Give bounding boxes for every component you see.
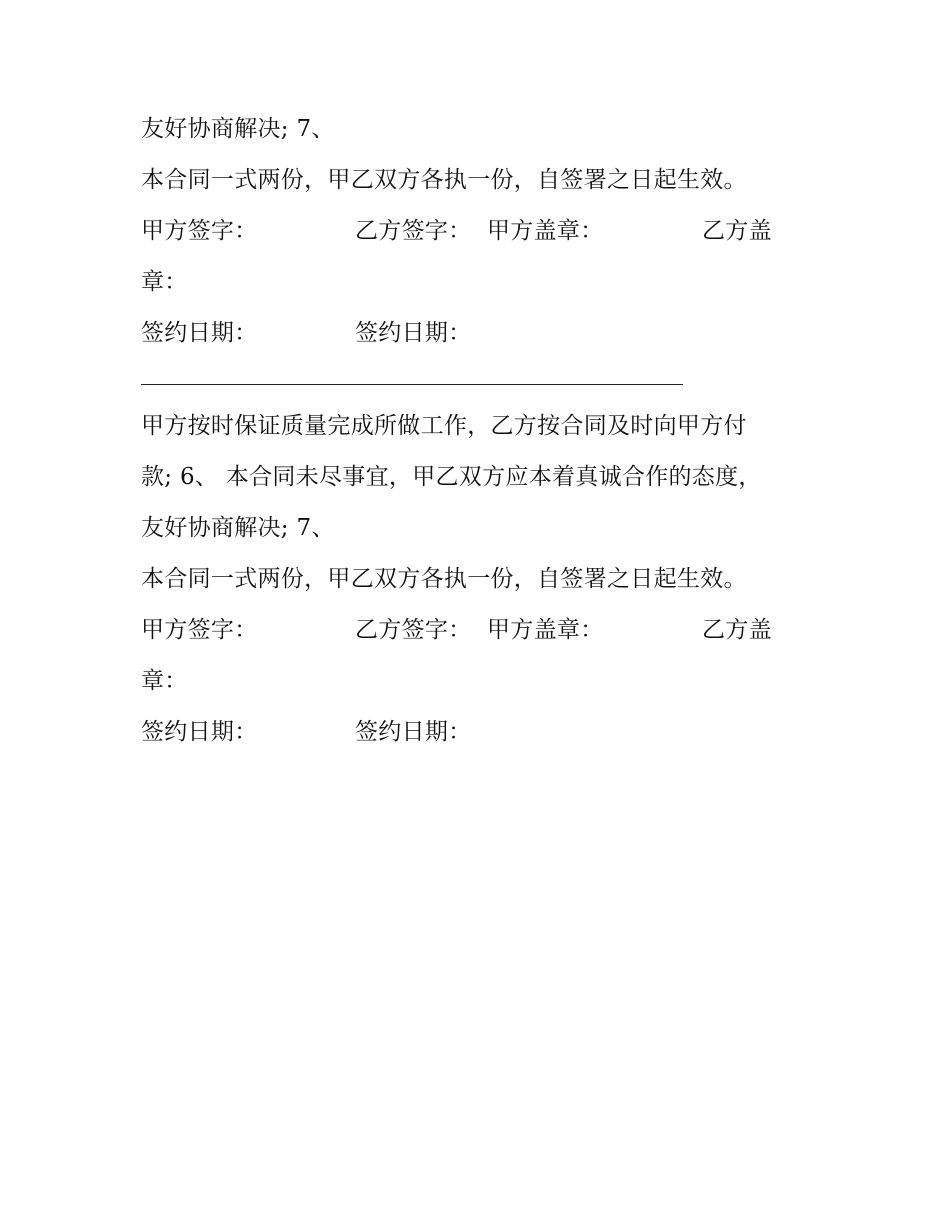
party-b-seal-label: 乙方盖 bbox=[702, 218, 772, 244]
party-b-seal-label-continued: 章： bbox=[141, 668, 188, 694]
date-row bbox=[141, 717, 541, 747]
party-a-date-label: 签约日期： bbox=[141, 719, 258, 745]
signature-row bbox=[141, 615, 781, 645]
paragraph-resolve: 友好协商解决; 7、 bbox=[141, 515, 335, 541]
paragraph-resolve: 友好协商解决; 7、 bbox=[141, 116, 335, 142]
date-row bbox=[141, 318, 541, 348]
party-a-seal-label: 甲方盖章： bbox=[487, 617, 604, 643]
party-a-seal-label: 甲方盖章： bbox=[487, 218, 604, 244]
party-a-sign-label: 甲方签字： bbox=[141, 218, 258, 244]
party-b-date-label: 签约日期： bbox=[355, 719, 472, 745]
party-b-sign-label: 乙方签字： bbox=[355, 617, 472, 643]
party-a-sign-label: 甲方签字： bbox=[141, 617, 258, 643]
party-b-sign-label: 乙方签字： bbox=[355, 218, 472, 244]
paragraph-copies: 本合同一式两份，甲乙双方各执一份，自签署之日起生效。 bbox=[141, 566, 747, 592]
paragraph-quality: 甲方按时保证质量完成所做工作，乙方按合同及时向甲方付 bbox=[141, 413, 747, 439]
section-divider bbox=[141, 384, 683, 385]
paragraph-clause6: 款; 6、 本合同未尽事宜，甲乙双方应本着真诚合作的态度， bbox=[141, 464, 762, 490]
paragraph-copies: 本合同一式两份，甲乙双方各执一份，自签署之日起生效。 bbox=[141, 167, 747, 193]
party-b-seal-label: 乙方盖 bbox=[702, 617, 772, 643]
party-a-date-label: 签约日期： bbox=[141, 320, 258, 346]
signature-row bbox=[141, 216, 781, 246]
party-b-date-label: 签约日期： bbox=[355, 320, 472, 346]
party-b-seal-label-continued: 章： bbox=[141, 269, 188, 295]
